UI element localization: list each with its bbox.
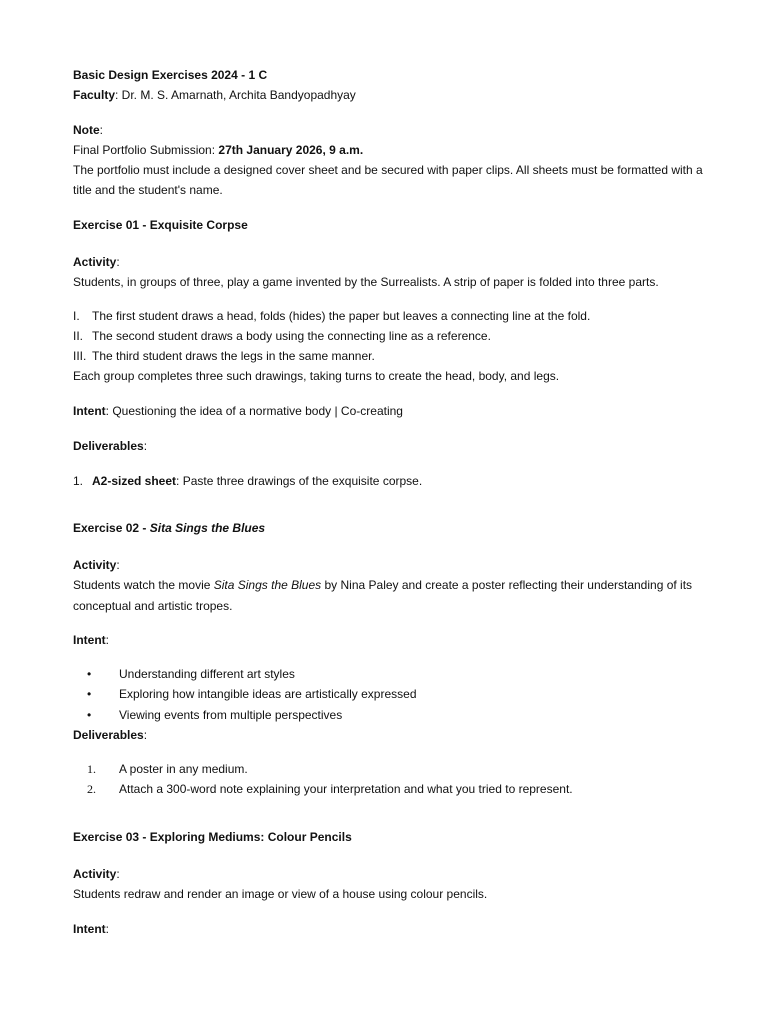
deliverables-label: Deliverables [73, 728, 144, 742]
list-item: Exploring how intangible ideas are artistically expressed [119, 687, 417, 701]
step-marker: III. [73, 349, 87, 363]
deliverable-marker: 1. [73, 474, 84, 488]
exercise-03-intent-heading [73, 921, 109, 937]
list-item: A poster in any medium. [119, 762, 248, 776]
step-marker: II. [73, 329, 84, 343]
note-label: Note [73, 123, 100, 137]
activity-label: Activity [73, 558, 117, 572]
submission-line [73, 142, 363, 158]
activity-movie-title: Sita Sings the Blues [213, 578, 322, 592]
activity-colon: : [116, 558, 120, 572]
activity-label: Activity [73, 255, 117, 269]
step-marker: I. [73, 309, 80, 323]
intent-text: : Questioning the idea of a normative body | Co-creating [105, 404, 403, 418]
exercise-01-activity-heading [73, 254, 120, 270]
deliverable-text: : Paste three drawings of the exquisite corpse. [176, 474, 423, 488]
intent-label: Intent [73, 633, 106, 647]
exercise-02-deliverables-heading [73, 727, 147, 743]
faculty-label: Faculty [73, 88, 116, 102]
note-text-line-2: title and the student's name. [73, 183, 223, 197]
activity-pre: Students watch the movie [73, 578, 214, 592]
exercise-02-activity-text [73, 577, 692, 593]
exercise-03-activity-heading [73, 866, 120, 882]
step-text: The third student draws the legs in the same manner. [92, 349, 375, 363]
bullet: • [87, 667, 92, 681]
exercise-01-deliverables-heading [73, 438, 147, 454]
exercise-03-heading: Exercise 03 - Exploring Mediums: Colour Pencils [73, 830, 352, 844]
submission-prefix: Final Portfolio Submission: [73, 143, 219, 157]
deliverable-bold: A2-sized sheet [92, 474, 177, 488]
exercise-01-deliverable [92, 473, 422, 489]
deliverables-colon: : [143, 439, 148, 453]
submission-date: 27th January 2026, 9 a.m. [218, 143, 364, 157]
intent-label: Intent [73, 404, 106, 418]
intent-colon: : [105, 922, 110, 936]
deliverables-label: Deliverables [73, 439, 144, 453]
activity-colon: : [116, 255, 120, 269]
activity-label: Activity [73, 867, 117, 881]
faculty-line [73, 87, 356, 103]
faculty-value: : Dr. M. S. Amarnath, Archita Bandyopadhyay [115, 88, 356, 102]
list-marker: 2. [87, 782, 96, 796]
exercise-02-heading [73, 520, 265, 536]
step-text: The first student draws a head, folds (hides) the paper but leaves a connecting line at the fold. [92, 309, 591, 323]
activity-post: by Nina Paley and create a poster reflecting their understanding of its [321, 578, 693, 592]
exercise-02-heading-prefix: Exercise 02 - [73, 521, 150, 535]
intent-colon: : [105, 633, 110, 647]
exercise-01-activity-text: Students, in groups of three, play a game invented by the Surrealists. A strip of paper is folded into three parts. [73, 275, 659, 289]
exercise-02-activity-text-line-2: conceptual and artistic tropes. [73, 599, 233, 613]
activity-colon: : [116, 867, 120, 881]
list-item: Understanding different art styles [119, 667, 295, 681]
exercise-01-heading: Exercise 01 - Exquisite Corpse [73, 218, 248, 232]
exercise-02-intent-heading [73, 632, 109, 648]
exercise-02-heading-title: Sita Sings the Blues [149, 521, 266, 535]
list-marker: 1. [87, 762, 96, 776]
exercise-01-group-text: Each group completes three such drawings, taking turns to create the head, body, and legs. [73, 369, 560, 383]
exercise-01-intent [73, 403, 403, 419]
list-item: Attach a 300-word note explaining your interpretation and what you tried to represent. [119, 782, 573, 796]
exercise-03-activity-text: Students redraw and render an image or view of a house using colour pencils. [73, 887, 488, 901]
note-colon: : [99, 123, 104, 137]
exercise-02-activity-heading [73, 557, 120, 573]
list-item: Viewing events from multiple perspectives [119, 708, 343, 722]
note-text-line-1: The portfolio must include a designed cover sheet and be secured with paper clips. All sheets must be formatted with a [73, 163, 703, 177]
document-title: Basic Design Exercises 2024 - 1 C [73, 68, 268, 82]
step-text: The second student draws a body using the connecting line as a reference. [92, 329, 491, 343]
intent-label: Intent [73, 922, 106, 936]
bullet: • [87, 687, 92, 701]
deliverables-colon: : [143, 728, 148, 742]
note-heading [73, 122, 103, 138]
bullet: • [87, 708, 92, 722]
